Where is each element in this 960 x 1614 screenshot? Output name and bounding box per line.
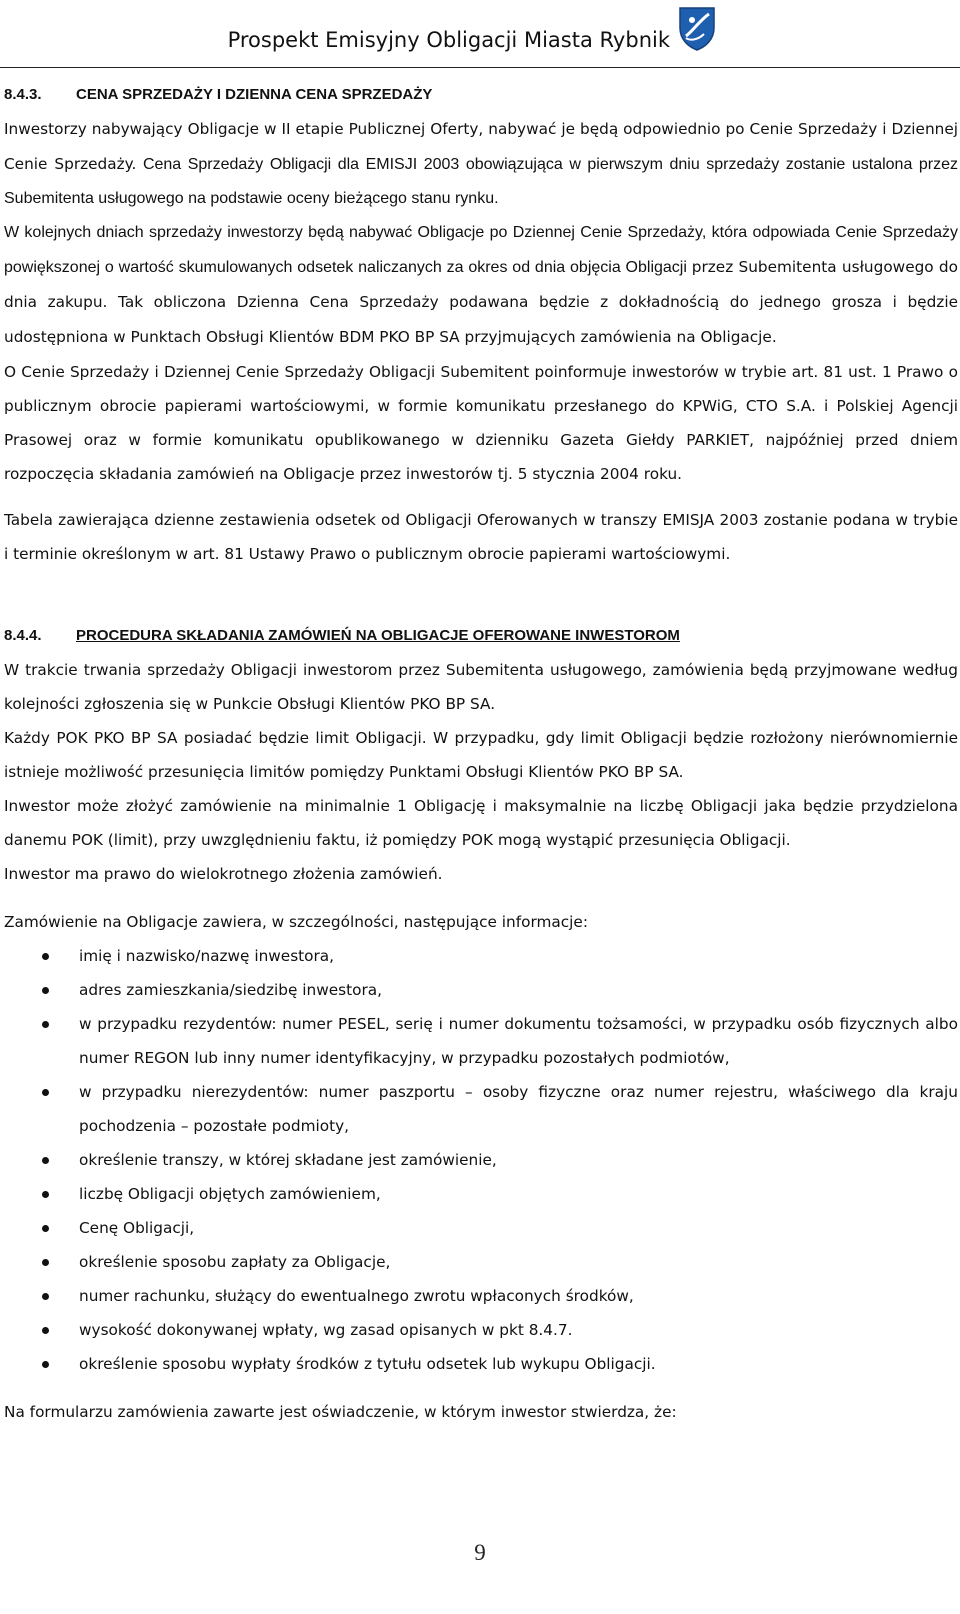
bullet-icon <box>42 1327 49 1334</box>
paragraph: Inwestor może złożyć zamówienie na minimalnie 1 Obligację i maksymalnie na liczbę Obligacji jaka będzie przydzielona danemu POK (limit), przy uwzględnieniu faktu, iż pomiędzy POK mogą wystąpić przesunięcia Obligacji. <box>4 797 958 849</box>
closing-paragraph: Na formularzu zamówienia zawarte jest oświadczenie, w którym inwestor stwierdza, że: <box>4 1403 677 1421</box>
section-heading-844 <box>4 619 958 653</box>
list-item: wysokość dokonywanej wpłaty, wg zasad opisanych w pkt 8.4.7. <box>4 1313 958 1347</box>
list-item: w przypadku rezydentów: numer PESEL, serię i numer dokumentu tożsamości, w przypadku osób fizycznych albo numer REGON lub inny numer identyfikacyjny, w przypadku pozostałych podmiotów, <box>4 1007 958 1075</box>
list-item: numer rachunku, służący do ewentualnego zwrotu wpłaconych środków, <box>4 1279 958 1313</box>
list-intro: Zamówienie na Obligacje zawiera, w szczególności, następujące informacje: <box>4 913 588 931</box>
bullet-icon <box>42 1259 49 1266</box>
list-item: liczbę Obligacji objętych zamówieniem, <box>4 1177 958 1211</box>
section-title: CENA SPRZEDAŻY I DZIENNA CENA SPRZEDAŻY <box>76 86 433 103</box>
list-item: określenie sposobu zapłaty za Obligacje, <box>4 1245 958 1279</box>
paragraph: Tabela zawierająca dzienne zestawienia odsetek od Obligacji Oferowanych w transzy EMISJA 2003 zostanie podana w trybie i terminie określonym w art. 81 Ustawy Prawo o publicznym obrocie papierami wartościowymi. <box>4 511 958 563</box>
bullet-icon <box>42 1361 49 1368</box>
section-title: PROCEDURA SKŁADANIA ZAMÓWIEŃ NA OBLIGACJE OFEROWANE INWESTOROM <box>76 627 680 644</box>
order-info-list <box>4 939 958 1381</box>
paragraph-text: Inwestorzy nabywający Obligacje w II etapie Publicznej Oferty, nabywać je będą odpowiednio po Cenie Sprzedaży i Dziennej Cenie Sprzedaży. <box>4 120 958 173</box>
paragraph-text: Cena Sprzedaży Obligacji dla EMISJI 2003 obowiązująca w pierwszym dniu sprzedaży zostanie ustalona przez Subemitenta usługowego na podstawie oceny bieżącego stanu rynku. <box>4 156 959 207</box>
city-crest-icon <box>678 6 716 52</box>
bullet-icon <box>42 1157 49 1164</box>
paragraph-text: przez Subemitenta usługowego do dnia zakupu. Tak obliczona Dzienna Cena Sprzedaży podawana będzie z dokładnością do jednego grosza i będzie udostępniona w Punktach Obsługi Klientów BDM PKO BP SA przyjmujących zamówienia na Obligacje. <box>4 258 958 346</box>
section-heading-843 <box>4 78 958 112</box>
paragraph: Każdy POK PKO BP SA posiadać będzie limit Obligacji. W przypadku, gdy limit Obligacji będzie rozłożony nierównomiernie istnieje możliwość przesunięcia limitów pomiędzy Punktami Obsługi Klientów PKO BP SA. <box>4 729 958 781</box>
bullet-icon <box>42 987 49 994</box>
page-number: 9 <box>474 1540 486 1565</box>
header-title: Prospekt Emisyjny Obligacji Miasta Rybnik <box>227 28 670 52</box>
bullet-icon <box>42 953 49 960</box>
bullet-icon <box>42 1225 49 1232</box>
list-item: adres zamieszkania/siedzibę inwestora, <box>4 973 958 1007</box>
document-body <box>4 78 958 1429</box>
page-header <box>0 0 960 70</box>
paragraph <box>4 216 958 355</box>
bullet-icon <box>42 1089 49 1096</box>
header-rule <box>0 67 960 68</box>
list-item: Cenę Obligacji, <box>4 1211 958 1245</box>
list-item: imię i nazwisko/nazwę inwestora, <box>4 939 958 973</box>
paragraph: W trakcie trwania sprzedaży Obligacji inwestorom przez Subemitenta usługowego, zamówienia będą przyjmowane według kolejności zgłoszenia się w Punkcie Obsługi Klientów PKO BP SA. <box>4 661 958 713</box>
paragraph: O Cenie Sprzedaży i Dziennej Cenie Sprzedaży Obligacji Subemitent poinformuje inwestorów w trybie art. 81 ust. 1 Prawo o publicznym obrocie papierami wartościowymi, w formie komunikatu przesłanego do KPWiG, CTO S.A. i Polskiej Agencji Prasowej oraz w formie komunikatu opublikowanego w dzienniku Gazeta Giełdy PARKIET, najpóźniej przed dniem rozpoczęcia składania zamówień na Obligacje przez inwestorów tj. 5 stycznia 2004 roku. <box>4 363 958 483</box>
bullet-icon <box>42 1021 49 1028</box>
paragraph-text: W kolejnych dniach sprzedaży inwestorzy będą nabywać Obligacje po Dziennej Cenie Sprzedaży, która odpowiada Cenie Sprzedaży powiększonej o wartość skumulowanych odsetek naliczanych za okres od dnia objęcia Obligacji <box>4 224 958 276</box>
bullet-icon <box>42 1191 49 1198</box>
list-item: określenie transzy, w której składane jest zamówienie, <box>4 1143 958 1177</box>
bullet-icon <box>42 1293 49 1300</box>
section-number: 8.4.4. <box>4 627 42 644</box>
list-item: określenie sposobu wypłaty środków z tytułu odsetek lub wykupu Obligacji. <box>4 1347 958 1381</box>
section-number: 8.4.3. <box>4 86 42 103</box>
list-item: w przypadku nierezydentów: numer paszportu – osoby fizyczne oraz numer rejestru, właściwego dla kraju pochodzenia – pozostałe podmioty, <box>4 1075 958 1143</box>
paragraph <box>4 112 958 216</box>
paragraph: Inwestor ma prawo do wielokrotnego złożenia zamówień. <box>4 865 443 883</box>
